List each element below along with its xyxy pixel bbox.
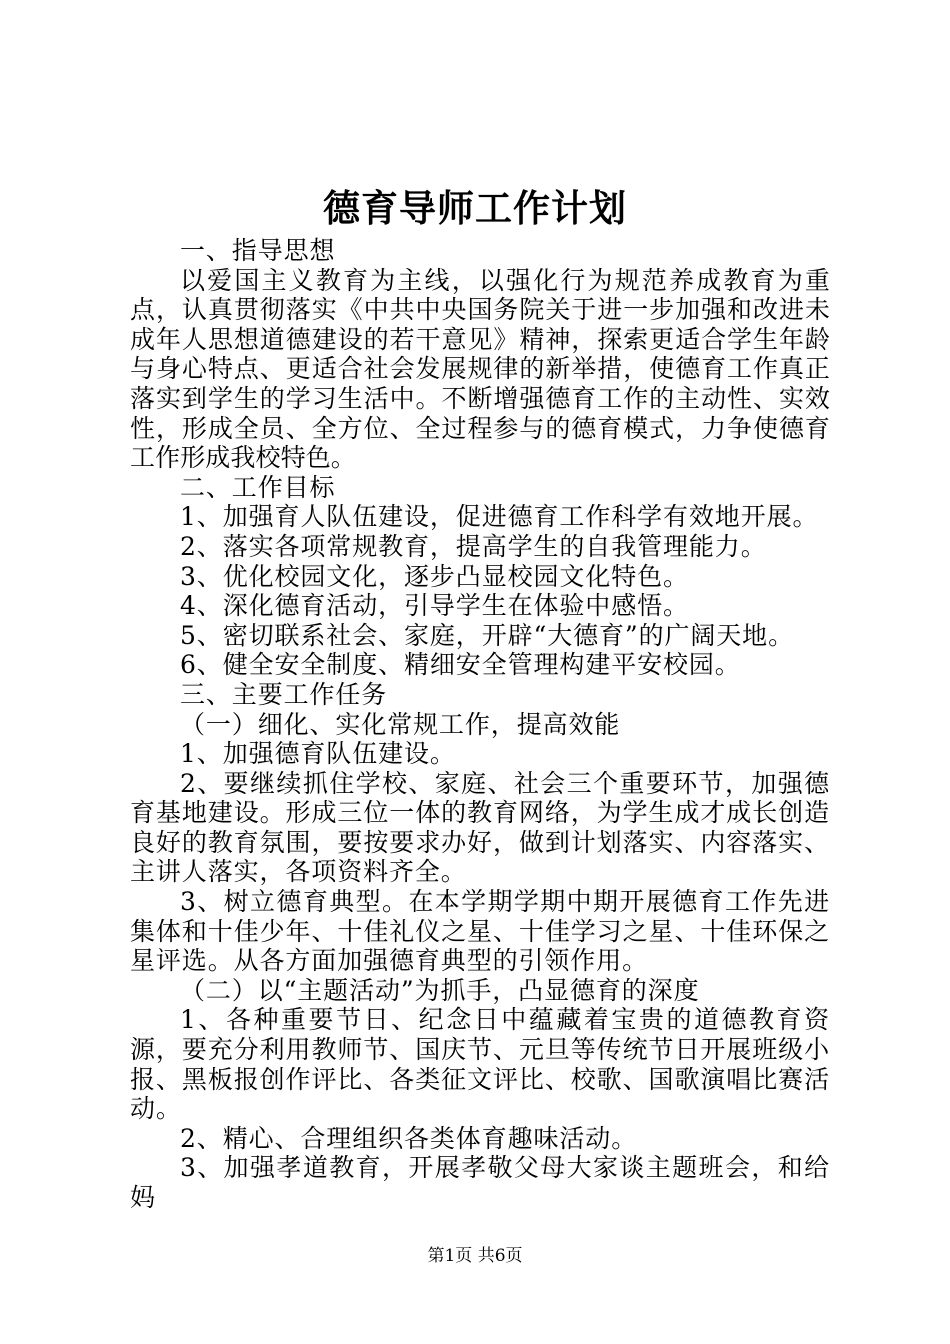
document-body — [130, 236, 830, 1213]
goal-item-1: 1、加强育人队伍建设，促进德育工作科学有效地开展。 — [180, 502, 819, 532]
subsection-heading-theme-activities: （二）以“主题活动”为抓手，凸显德育的深度 — [180, 975, 700, 1005]
section-heading-main-tasks: 三、主要工作任务 — [180, 679, 388, 709]
activity-item-sports: 2、精心、合理组织各类体育趣味活动。 — [180, 1123, 638, 1153]
activity-item-filial-piety: 3、加强孝道教育，开展孝敬父母大家谈主题班会，和给妈 — [130, 1153, 830, 1212]
subsection-heading-routine-work: （一）细化、实化常规工作，提高效能 — [180, 709, 621, 739]
goal-item-3: 3、优化校园文化，逐步凸显校园文化特色。 — [180, 561, 689, 591]
page-footer: 第1页 共6页 — [427, 1246, 523, 1266]
goal-item-5: 5、密切联系社会、家庭，开辟“大德育”的广阔天地。 — [180, 620, 794, 650]
section-heading-work-goals: 二、工作目标 — [180, 472, 336, 502]
document-title: 德育导师工作计划 — [323, 186, 627, 230]
task-item-base-building: 2、要继续抓住学校、家庭、社会三个重要环节，加强德育基地建设。形成三位一体的教育网络，为学生成才成长创造良好的教育氛围，要按要求办好，做到计划落实、内容落实、主讲人落实，各项资料齐全。 — [130, 768, 830, 887]
goal-item-6: 6、健全安全制度、精细安全管理构建平安校园。 — [180, 650, 741, 680]
task-item-role-models: 3、树立德育典型。在本学期学期中期开展德育工作先进集体和十佳少年、十佳礼仪之星、十佳学习之星、十佳环保之星评选。从各方面加强德育典型的引领作用。 — [130, 887, 830, 976]
activity-item-festivals: 1、各种重要节日、纪念日中蕴藏着宝贵的道德教育资源，要充分利用教师节、国庆节、元旦等传统节日开展班级小报、黑板报创作评比、各类征文评比、校歌、国歌演唱比赛活动。 — [130, 1005, 830, 1124]
section-heading-guiding-thought: 一、指导思想 — [180, 236, 336, 265]
goal-item-2: 2、落实各项常规教育，提高学生的自我管理能力。 — [180, 531, 767, 561]
task-item-team-building: 1、加强德育队伍建设。 — [180, 739, 456, 769]
paragraph-guiding-thought: 以爱国主义教育为主线，以强化行为规范养成教育为重点，认真贯彻落实《中共中央国务院关于进一步加强和改进未成年人思想道德建设的若干意见》精神，探索更适合学生年龄与身心特点、更适合社会发展规律的新举措，使德育工作真正落实到学生的学习生活中。不断增强德育工作的主动性、实效性，形成全员、全方位、全过程参与的德育模式，力争使德育工作形成我校特色。 — [130, 265, 830, 473]
goal-item-4: 4、深化德育活动，引导学生在体验中感悟。 — [180, 591, 689, 621]
